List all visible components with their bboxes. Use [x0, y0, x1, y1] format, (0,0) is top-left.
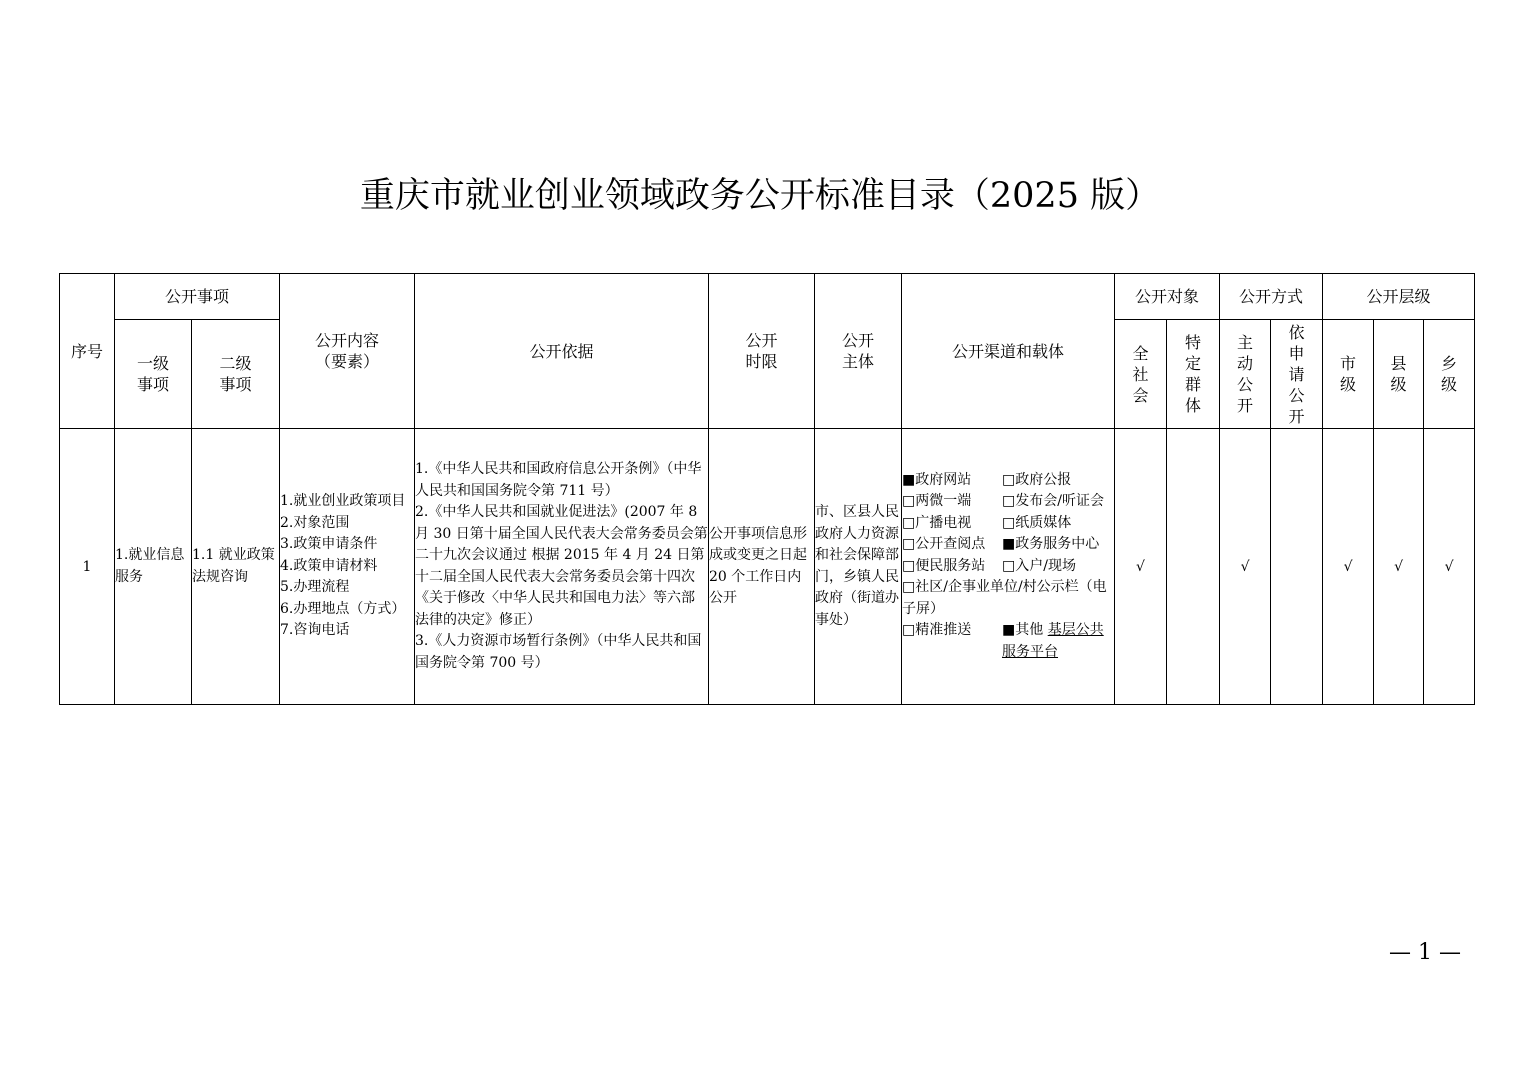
- basis-item: 1.《中华人民共和国政府信息公开条例》（中华人民共和国国务院令第 711 号）: [415, 461, 702, 499]
- channel-option: □入户/现场: [1002, 557, 1076, 574]
- channel-option: □广播电视: [902, 514, 972, 531]
- channel-option: ■其他: [1002, 622, 1044, 639]
- header-level-county: 县级: [1374, 320, 1424, 429]
- channel-option: □便民服务站: [902, 557, 986, 574]
- cell-basis: [415, 429, 709, 705]
- header-audience-group: 公开对象: [1115, 274, 1220, 320]
- page-number: — 1 —: [1389, 940, 1461, 965]
- content-item: 1.就业创业政策项目: [280, 493, 406, 510]
- header-subject: 公开 主体: [815, 274, 902, 429]
- channel-option: □公开查阅点: [902, 536, 986, 553]
- channel-option: □两微一端: [902, 493, 972, 510]
- header-level-group: 公开层级: [1323, 274, 1475, 320]
- channel-option: ■政务服务中心: [1002, 536, 1100, 553]
- table-row: [60, 429, 1475, 705]
- channel-option: □纸质媒体: [1002, 514, 1072, 531]
- content-item: 5.办理流程: [280, 579, 350, 596]
- cell-audience-all: √: [1115, 429, 1167, 705]
- cell-level-city: √: [1323, 429, 1374, 705]
- content-item: 3.政策申请条件: [280, 536, 378, 553]
- cell-level-county: √: [1374, 429, 1424, 705]
- cell-seq: 1: [60, 429, 115, 705]
- header-content: 公开内容 （要素）: [280, 274, 415, 429]
- channel-option: □精准推送: [902, 622, 972, 639]
- catalog-table: [59, 273, 1475, 705]
- header-items-group: 公开事项: [115, 274, 280, 320]
- header-channels: 公开渠道和载体: [902, 274, 1115, 429]
- cell-channels: [902, 429, 1115, 705]
- header-audience-all: 全社会: [1115, 320, 1167, 429]
- basis-item: 2.《中华人民共和国就业促进法》(2007 年 8 月 30 日第十届全国人民代表大会常务委员会第二十九次会议通过 根据 2015 年 4 月 24 日第十二届全国人民代表大会常务委员会第十四次《关于修改〈中华人民共和国电力法〉等六部法律的决定》修正）: [415, 504, 708, 628]
- content-item: 6.办理地点（方式）: [280, 600, 406, 617]
- page-title: 重庆市就业创业领域政务公开标准目录（2025 版）: [359, 176, 1161, 216]
- channel-option: □政府公报: [1002, 471, 1072, 488]
- channel-other-detail: 基层公共服务平台: [1002, 622, 1104, 660]
- header-level-town: 乡级: [1424, 320, 1475, 429]
- channel-option: □社区/企事业单位/村公示栏（电子屏）: [902, 579, 1107, 617]
- cell-method-request: [1271, 429, 1323, 705]
- header-level1: 一级 事项: [115, 320, 192, 429]
- header-method-request: 依申请公开: [1271, 320, 1323, 429]
- header-level2: 二级 事项: [192, 320, 280, 429]
- header-method-group: 公开方式: [1220, 274, 1323, 320]
- cell-subject: 市、区县人民政府人力资源和社会保障部门，乡镇人民政府（街道办事处）: [815, 429, 902, 705]
- cell-level1: 1.就业信息服务: [115, 429, 192, 705]
- header-method-active: 主动公开: [1220, 320, 1271, 429]
- content-item: 2.对象范围: [280, 514, 350, 531]
- header-time-limit: 公开 时限: [709, 274, 815, 429]
- channel-option: ■政府网站: [902, 471, 972, 488]
- cell-content: [280, 429, 415, 705]
- cell-level-town: √: [1424, 429, 1475, 705]
- cell-method-active: √: [1220, 429, 1271, 705]
- content-item: 7.咨询电话: [280, 622, 350, 639]
- cell-level2: 1.1 就业政策法规咨询: [192, 429, 280, 705]
- content-item: 4.政策申请材料: [280, 557, 378, 574]
- header-audience-specific: 特定群体: [1167, 320, 1220, 429]
- channel-option: □发布会/听证会: [1002, 493, 1104, 510]
- header-level-city: 市级: [1323, 320, 1374, 429]
- basis-item: 3.《人力资源市场暂行条例》（中华人民共和国国务院令第 700 号）: [415, 633, 702, 671]
- header-seq: 序号: [60, 274, 115, 429]
- cell-audience-specific: [1167, 429, 1220, 705]
- header-basis: 公开依据: [415, 274, 709, 429]
- cell-time-limit: 公开事项信息形成或变更之日起 20 个工作日内公开: [709, 429, 815, 705]
